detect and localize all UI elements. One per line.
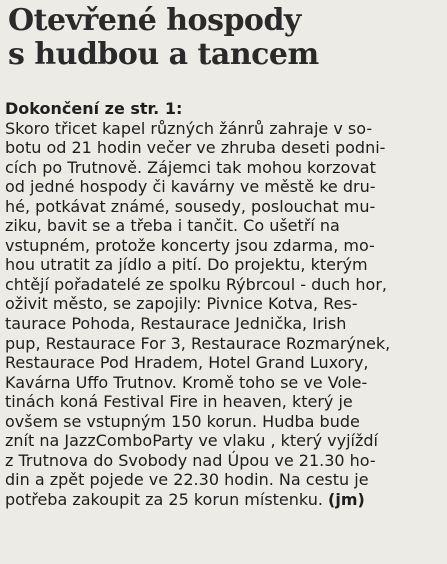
body-line-last (5, 490, 441, 510)
body-line: ovšem se vstupným 150 korun. Hudba bude (5, 411, 360, 431)
body-line: vstupném, protože koncerty jsou zdarma, mo- (5, 235, 375, 255)
body-line: hé, potkávat známé, sousedy, poslouchat mu- (5, 196, 376, 216)
body-line: taurace Pohoda, Restaurace Jednička, Irish (5, 314, 347, 334)
headline-line: s hudbou a tancem (8, 37, 319, 72)
article-body (5, 99, 441, 509)
body-line: cích po Trutnově. Zájemci tak mohou korzovat (5, 157, 376, 177)
body-line: din a zpět pojede ve 22.30 hodin. Na cestu je (5, 470, 369, 490)
body-line: od jedné hospody či kavárny ve městě ke dru- (5, 177, 376, 197)
body-line: Kavárna Uffo Trutnov. Kromě toho se ve Vole- (5, 372, 368, 392)
continuation-note: Dokončení ze str. 1: (5, 99, 183, 118)
body-line: znít na JazzComboParty ve vlaku , který vyjíždí (5, 431, 378, 451)
headline-line: Otevřené hospody (8, 3, 301, 38)
article-headline (8, 4, 319, 72)
author-signature: (jm) (328, 489, 365, 509)
body-line: chtějí pořadatelé ze spolku Rýbrcoul - duch hor, (5, 274, 387, 294)
body-line: Restaurace Pod Hradem, Hotel Grand Luxory, (5, 353, 369, 373)
body-line: pup, Restaurace For 3, Restaurace Rozmarýnek, (5, 333, 391, 353)
body-line: botu od 21 hodin večer ve zhruba deseti podni- (5, 138, 386, 158)
body-line: hou utratit za jídlo a pití. Do projektu, kterým (5, 255, 368, 275)
body-line: ziku, bavit se a třeba i tančit. Co ušetří na (5, 216, 340, 236)
body-line: tinách koná Festival Fire in heaven, který je (5, 392, 353, 412)
body-line: oživit město, se zapojily: Pivnice Kotva, Res- (5, 294, 358, 314)
body-line: z Trutnova do Svobody nad Úpou ve 21.30 ho- (5, 450, 376, 470)
body-line: Skoro třicet kapel různých žánrů zahraje v so- (5, 118, 373, 138)
body-line-text: potřeba zakoupit za 25 korun místenku. (5, 489, 323, 509)
